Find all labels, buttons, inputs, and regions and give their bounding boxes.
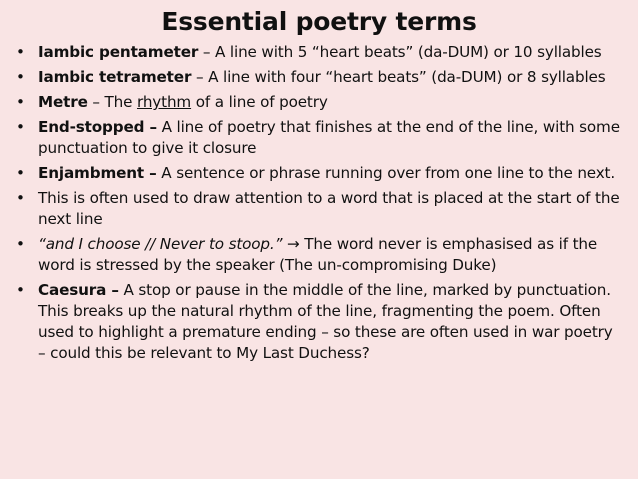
list-item-enjambment-note xyxy=(14,188,624,230)
list-item-iambic-tetrameter xyxy=(14,67,624,88)
bullet-icon: • xyxy=(16,93,25,111)
term-definition: – A line with 5 “heart beats” (da-DUM) or 10 syllables xyxy=(198,43,602,61)
term-label: Enjambment – xyxy=(38,164,157,182)
list-item-caesura xyxy=(14,280,624,364)
term-label: Caesura – xyxy=(38,281,119,299)
term-label: End-stopped – xyxy=(38,118,157,136)
list-item-metre xyxy=(14,92,624,113)
bullet-icon: • xyxy=(16,281,25,299)
term-label: Metre xyxy=(38,93,88,111)
bullet-icon: • xyxy=(16,164,25,182)
term-definition: A sentence or phrase running over from one line to the next. xyxy=(156,164,616,182)
term-definition: A stop or pause in the middle of the line, marked by punctuation. This breaks up the natural rhythm of the line, fragmenting the poem. Often used to highlight a premature ending – so these are often used in war poetry – could this be relevant to My Last Duchess? xyxy=(38,281,613,362)
term-definition: of a line of poetry xyxy=(191,93,328,111)
list-item-iambic-pentameter xyxy=(14,42,624,63)
quote-text: “and I choose // Never to stoop.” xyxy=(38,235,283,253)
list-item-enjambment xyxy=(14,163,624,184)
note-text: This is often used to draw attention to a word that is placed at the start of the next line xyxy=(38,189,620,228)
bullet-icon: • xyxy=(16,189,25,207)
term-label: Iambic pentameter xyxy=(38,43,199,61)
terms-list xyxy=(14,42,624,368)
term-definition: A line of poetry that finishes at the end of the line, with some punctuation to give it closure xyxy=(38,118,620,157)
arrow-icon: → xyxy=(282,235,305,253)
bullet-icon: • xyxy=(16,43,25,61)
bullet-icon: • xyxy=(16,118,25,136)
bullet-icon: • xyxy=(16,235,25,253)
list-item-end-stopped xyxy=(14,117,624,159)
slide-title: Essential poetry terms xyxy=(161,7,477,36)
underlined-word: rhythm xyxy=(137,93,192,111)
term-definition: – A line with four “heart beats” (da-DUM) or 8 syllables xyxy=(191,68,606,86)
quote-explanation: The word never is emphasised as if the word is stressed by the speaker (The un-compromising Duke) xyxy=(38,235,598,274)
term-label: Iambic tetrameter xyxy=(38,68,192,86)
list-item-quote xyxy=(14,234,624,276)
term-definition-prefix: – The xyxy=(87,93,137,111)
bullet-icon: • xyxy=(16,68,25,86)
